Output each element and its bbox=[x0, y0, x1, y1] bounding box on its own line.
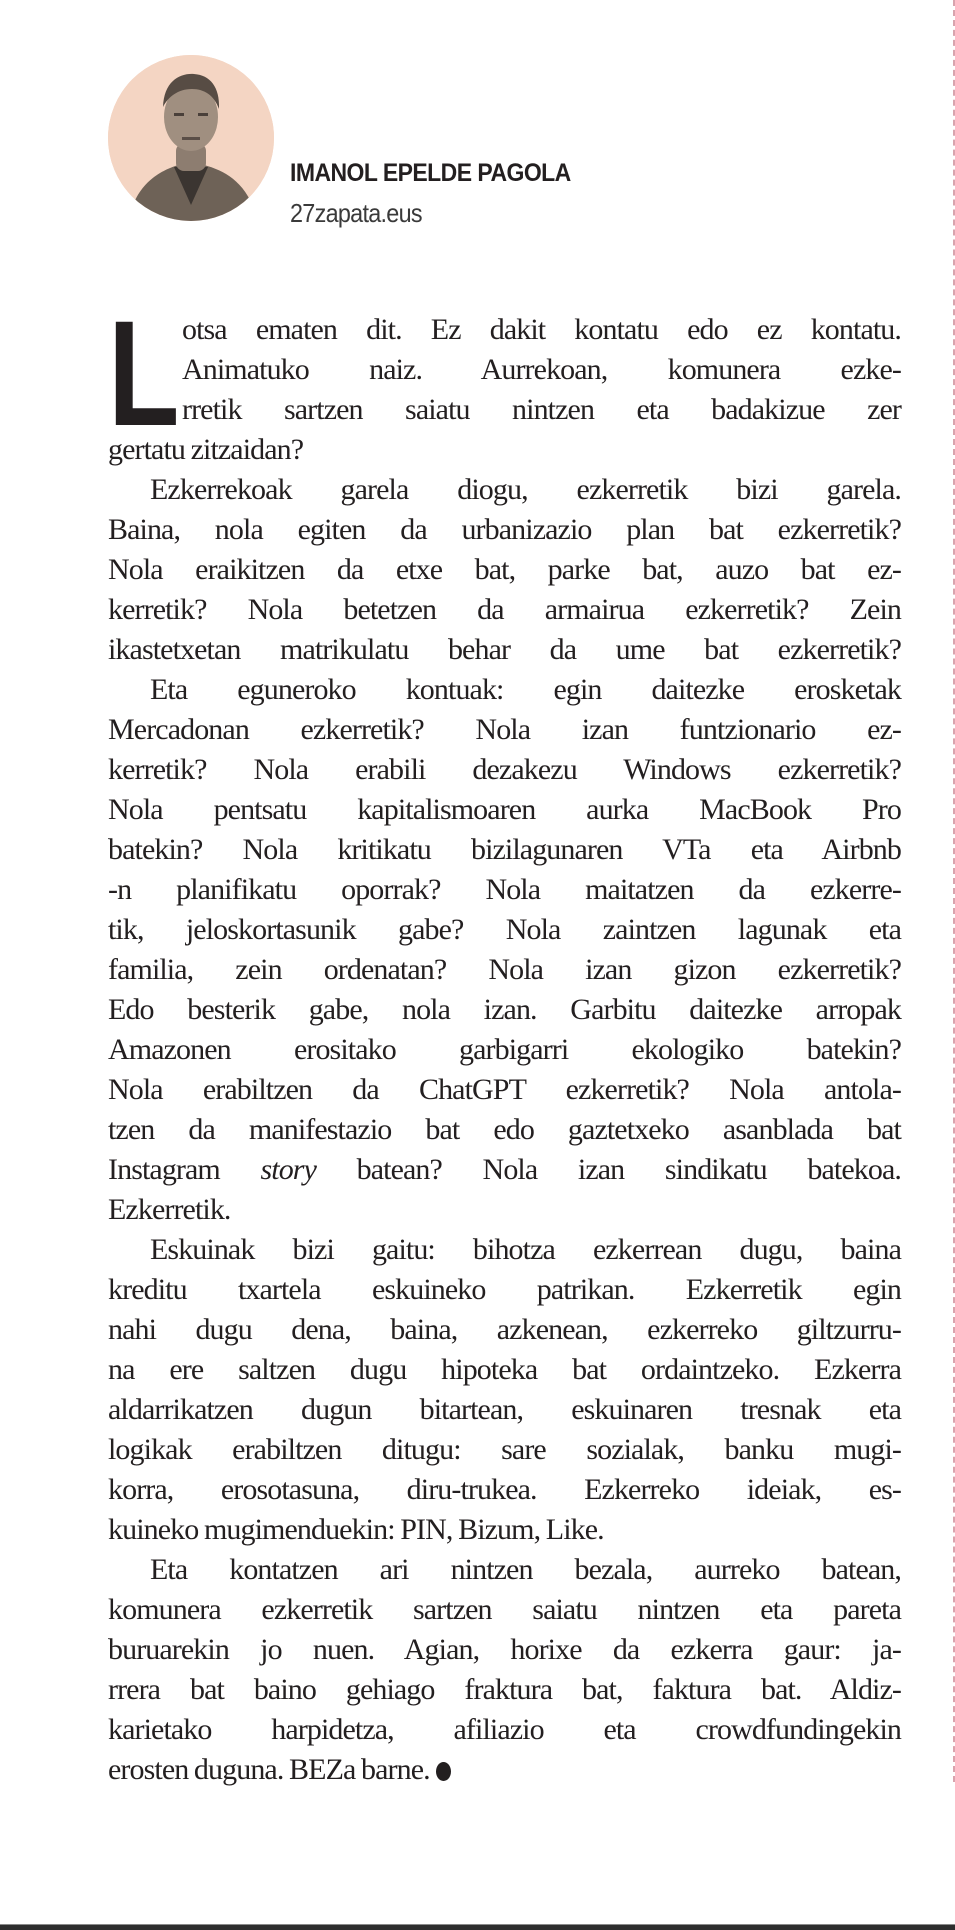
text-line: Amazonen erositako garbigarri ekologiko batekin? bbox=[108, 1033, 901, 1066]
text-line: rrera bat baino gehiago fraktura bat, faktura bat. Aldiz- bbox=[108, 1673, 901, 1706]
text-line: kerretik? Nola betetzen da armairua ezkerretik? Zein bbox=[108, 593, 901, 626]
text-run: Instagram bbox=[108, 1153, 261, 1186]
final-text-line bbox=[108, 1750, 901, 1790]
text-line: batekin? Nola kritikatu bizilagunaren VTa eta Airbnb bbox=[108, 833, 901, 866]
paragraph-4 bbox=[108, 1230, 901, 1550]
text-line: na ere saltzen dugu hipoteka bat ordaintzeko. Ezkerra bbox=[108, 1353, 901, 1386]
italic-word: story bbox=[260, 1153, 316, 1186]
text-line: Nola erabiltzen da ChatGPT ezkerretik? Nola antola- bbox=[108, 1073, 901, 1106]
text-line: rretik sartzen saiatu nintzen eta badakizue zer bbox=[182, 393, 901, 426]
text-line: Eskuinak bizi gaitu: bihotza ezkerrean dugu, baina bbox=[150, 1233, 901, 1266]
author-avatar bbox=[108, 55, 274, 221]
end-of-article-bullet-icon bbox=[436, 1762, 451, 1781]
text-line: Baina, nola egiten da urbanizazio plan bat ezkerretik? bbox=[108, 513, 901, 546]
paragraph-5 bbox=[108, 1550, 901, 1790]
page-bottom-edge bbox=[0, 1924, 955, 1930]
text-line: Edo besterik gabe, nola izan. Garbitu daitezke arropak bbox=[108, 993, 901, 1026]
article-body bbox=[108, 289, 901, 1790]
text-line: Eta kontatzen ari nintzen bezala, aurreko batean, bbox=[150, 1553, 901, 1586]
text-line: Nola pentsatu kapitalismoaren aurka MacBook Pro bbox=[108, 793, 901, 826]
paragraph-3 bbox=[108, 670, 901, 1230]
text-line: -n planifikatu oporrak? Nola maitatzen da ezkerre- bbox=[108, 873, 901, 906]
text-line: tzen da manifestazio bat edo gaztetxeko asanblada bat bbox=[108, 1113, 901, 1146]
text-line: Eta eguneroko kontuak: egin daitezke erosketak bbox=[150, 673, 901, 706]
author-photo-icon bbox=[108, 55, 274, 221]
text-line: nahi dugu dena, baina, azkenean, ezkerreko giltzurru- bbox=[108, 1313, 901, 1346]
text-line: ikastetxetan matrikulatu behar da ume bat ezkerretik? bbox=[108, 633, 901, 666]
text-run: batean? Nola izan sindikatu batekoa. bbox=[316, 1153, 901, 1186]
text-line: aldarrikatzen dugun bitartean, eskuinaren tresnak eta bbox=[108, 1393, 901, 1426]
text-run: erosten duguna. BEZa barne. bbox=[108, 1753, 430, 1786]
text-line: Ezkerretik. bbox=[108, 1193, 231, 1226]
author-website[interactable]: 27zapata.eus bbox=[290, 198, 422, 228]
text-line: buruarekin jo nuen. Agian, horixe da ezkerra gaur: ja- bbox=[108, 1633, 901, 1666]
text-line-with-italic bbox=[108, 1150, 901, 1190]
text-line: tik, jeloskortasunik gabe? Nola zaintzen lagunak eta bbox=[108, 913, 901, 946]
text-line: karietako harpidetza, afiliazio eta crowdfundingekin bbox=[108, 1713, 901, 1746]
text-line: otsa ematen dit. Ez dakit kontatu edo ez kontatu. bbox=[182, 313, 901, 346]
text-line: familia, zein ordenatan? Nola izan gizon ezkerretik? bbox=[108, 953, 901, 986]
paragraph-2 bbox=[108, 470, 901, 670]
text-line: logikak erabiltzen ditugu: sare sozialak, banku mugi- bbox=[108, 1433, 901, 1466]
text-line: korra, erosotasuna, diru-trukea. Ezkerreko ideiak, es- bbox=[108, 1473, 901, 1506]
text-line: kuineko mugimenduekin: PIN, Bizum, Like. bbox=[108, 1513, 604, 1546]
author-name: IMANOL EPELDE PAGOLA bbox=[290, 159, 571, 187]
text-line: Ezkerrekoak garela diogu, ezkerretik bizi garela. bbox=[150, 473, 901, 506]
text-line: kreditu txartela eskuineko patrikan. Ezkerretik egin bbox=[108, 1273, 901, 1306]
drop-cap: L bbox=[108, 289, 180, 457]
text-line: Mercadonan ezkerretik? Nola izan funtzionario ez- bbox=[108, 713, 901, 746]
paragraph-1 bbox=[108, 289, 901, 470]
text-line: Animatuko naiz. Aurrekoan, komunera ezke- bbox=[182, 353, 901, 386]
text-line: kerretik? Nola erabili dezakezu Windows ezkerretik? bbox=[108, 753, 901, 786]
text-line: komunera ezkerretik sartzen saiatu nintzen eta pareta bbox=[108, 1593, 901, 1626]
text-line: gertatu zitzaidan? bbox=[108, 433, 304, 466]
text-line: Nola eraikitzen da etxe bat, parke bat, auzo bat ez- bbox=[108, 553, 901, 586]
